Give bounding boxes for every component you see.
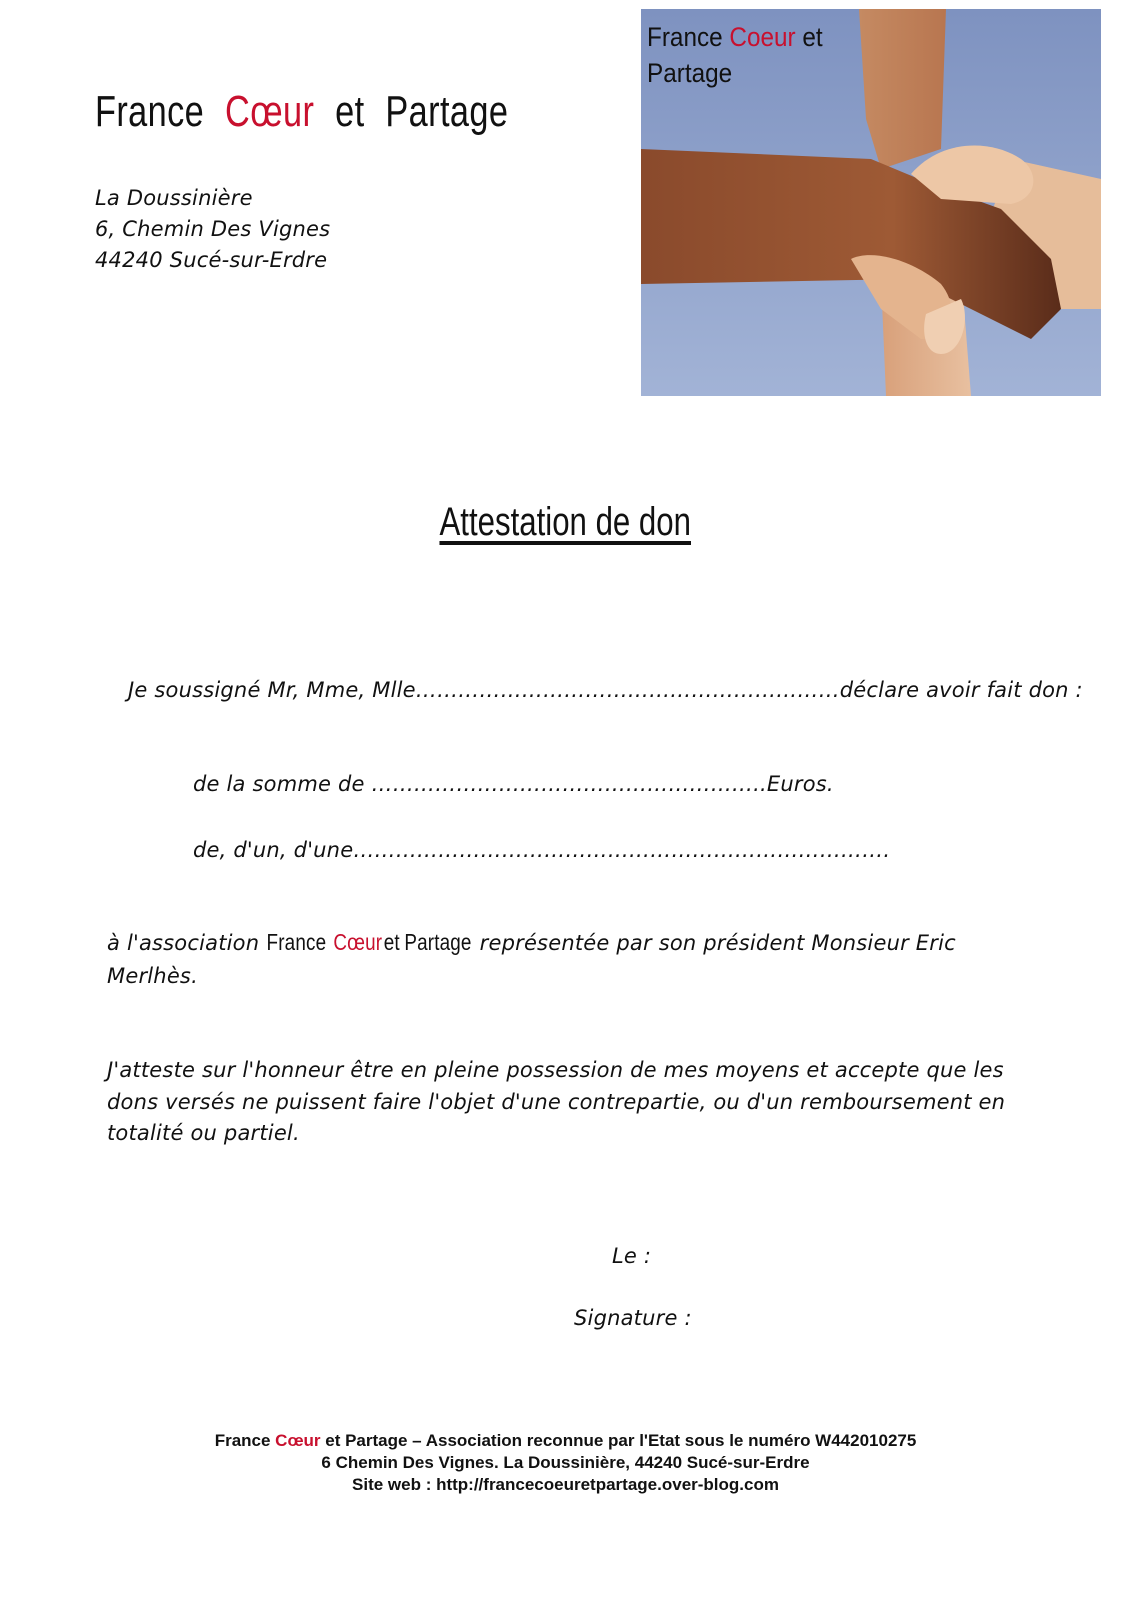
- photo-caption-et: et: [802, 22, 823, 52]
- footer-registration: et Partage – Association reconnue par l'Etat sous le numéro W442010275: [325, 1431, 917, 1450]
- association-line-2: Merlhès.: [107, 964, 198, 988]
- honor-line: dons versés ne puissent faire l'objet d'une contrepartie, ou d'un remboursement en: [107, 1090, 1006, 1114]
- item-line: de, d'un, d'une………………………………………………………………….: [193, 838, 891, 862]
- declaration-line: Je soussigné Mr, Mme, Mlle……………………………………………………déclare avoir fait don :: [128, 678, 1083, 702]
- photo-caption: [647, 19, 823, 91]
- page-title-text: Attestation de don: [439, 500, 692, 544]
- association-line: [107, 929, 956, 956]
- footer-brand-france: France: [214, 1431, 271, 1450]
- brand-word-france: France: [95, 87, 205, 136]
- footer-line-1: [0, 1430, 1131, 1452]
- address-line: 44240 Sucé-sur-Erdre: [95, 248, 328, 272]
- address-line: La Doussinière: [95, 186, 253, 210]
- association-brand-france: France: [266, 929, 327, 955]
- page-title: [0, 500, 1131, 545]
- association-suffix: représentée par son président Monsieur Eric: [479, 931, 956, 955]
- signature-label: Signature :: [574, 1306, 692, 1330]
- address-line: 6, Chemin Des Vignes: [95, 217, 331, 241]
- handshake-photo: [641, 9, 1101, 396]
- footer-brand-coeur: Cœur: [275, 1431, 321, 1450]
- brand-word-et: et: [335, 87, 365, 136]
- association-brand-coeur: Cœur: [333, 929, 383, 955]
- photo-caption-france: France: [647, 22, 723, 52]
- footer-address: 6 Chemin Des Vignes. La Doussinière, 44240 Sucé-sur-Erdre: [321, 1453, 810, 1472]
- footer: [0, 1430, 1131, 1496]
- footer-website: Site web : http://francecoeuretpartage.over-blog.com: [352, 1475, 779, 1494]
- amount-line: de la somme de ………………………………………………..Euros.: [193, 772, 834, 796]
- honor-line: J'atteste sur l'honneur être en pleine possession de mes moyens et accepte que les: [107, 1058, 1004, 1082]
- brand-word-partage: Partage: [385, 87, 509, 136]
- brand-title: [95, 86, 639, 137]
- association-brand-partage: Partage: [404, 929, 472, 955]
- photo-caption-coeur: Coeur: [729, 22, 796, 52]
- association-prefix: à l'association: [107, 931, 260, 955]
- date-label: Le :: [612, 1244, 652, 1268]
- address-block: [95, 183, 330, 276]
- association-brand-et: et: [384, 929, 401, 955]
- honor-line: totalité ou partiel.: [107, 1121, 300, 1145]
- photo-caption-partage: Partage: [647, 58, 733, 88]
- brand-word-coeur: Cœur: [225, 87, 315, 136]
